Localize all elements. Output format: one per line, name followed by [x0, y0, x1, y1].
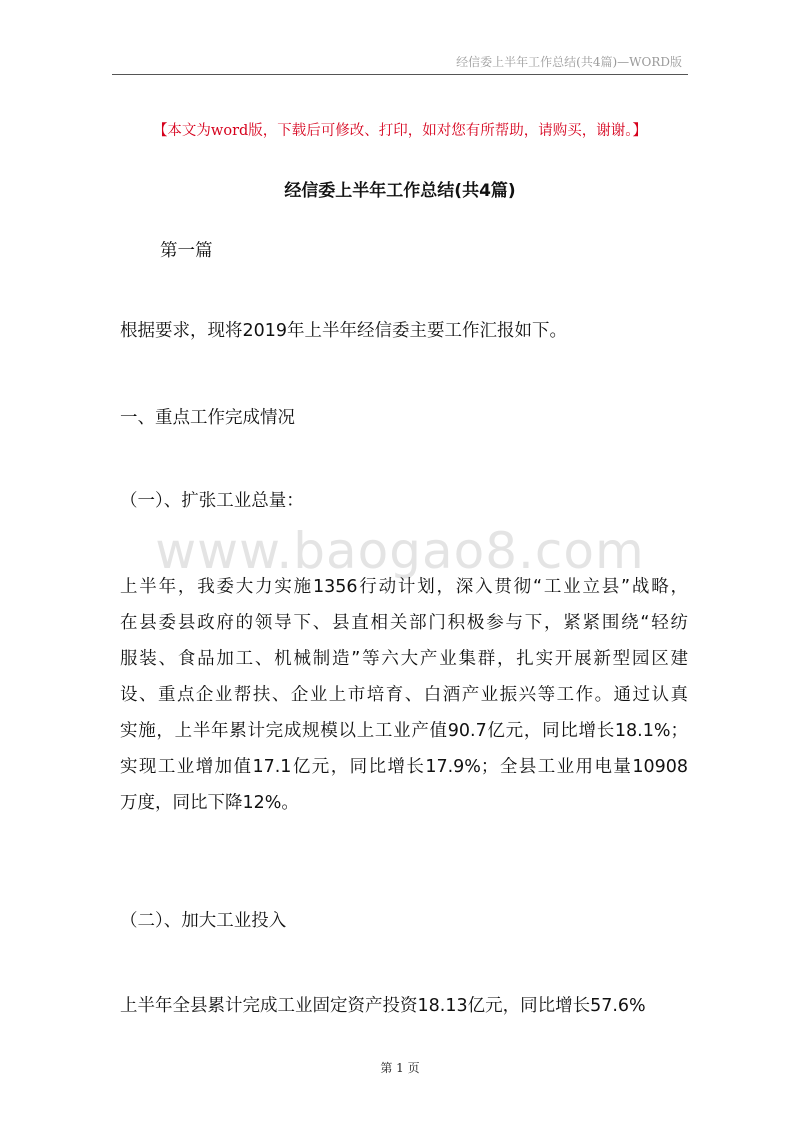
subheading-industry-investment: （二）、加大工业投入: [120, 911, 287, 931]
purchase-notice: 【本文为word版，下载后可修改、打印，如对您有所帮助，请购买，谢谢。】: [152, 123, 648, 139]
body-line: 设、重点企业帮扶、企业上市培育、白酒产业振兴等工作。通过认真: [120, 685, 688, 705]
body-paragraph-investment: 上半年全县累计完成工业固定资产投资18.13亿元，同比增长57.6%: [120, 996, 646, 1016]
watermark: www.baogao8.com: [155, 522, 645, 580]
document-title: 经信委上半年工作总结(共4篇): [284, 181, 516, 201]
subheading-industry-total: （一）、扩张工业总量：: [120, 491, 304, 511]
body-line: 万度，同比下降12%。: [120, 793, 299, 813]
body-line: 服装、食品加工、机械制造”等六大产业集群，扎实开展新型园区建: [120, 649, 688, 669]
body-line: 在县委县政府的领导下、县直相关部门积极参与下，紧紧围绕“轻纺: [120, 613, 688, 633]
body-line: 实施，上半年累计完成规模以上工业产值90.7亿元，同比增长18.1%；: [120, 721, 688, 741]
section-label: 第一篇: [160, 241, 213, 261]
page-number: 第 1 页: [380, 1061, 420, 1075]
running-header: 经信委上半年工作总结(共4篇)—WORD版: [456, 55, 682, 69]
body-paragraph-industry: [120, 569, 688, 821]
intro-paragraph: 根据要求，现将2019年上半年经信委主要工作汇报如下。: [120, 321, 568, 341]
header-divider: [112, 74, 688, 75]
body-line: 上半年，我委大力实施1356行动计划，深入贯彻“工业立县”战略，: [120, 577, 688, 597]
body-line: 实现工业增加值17.1亿元，同比增长17.9%；全县工业用电量10908: [120, 757, 688, 777]
heading-key-work: 一、重点工作完成情况: [120, 408, 295, 428]
